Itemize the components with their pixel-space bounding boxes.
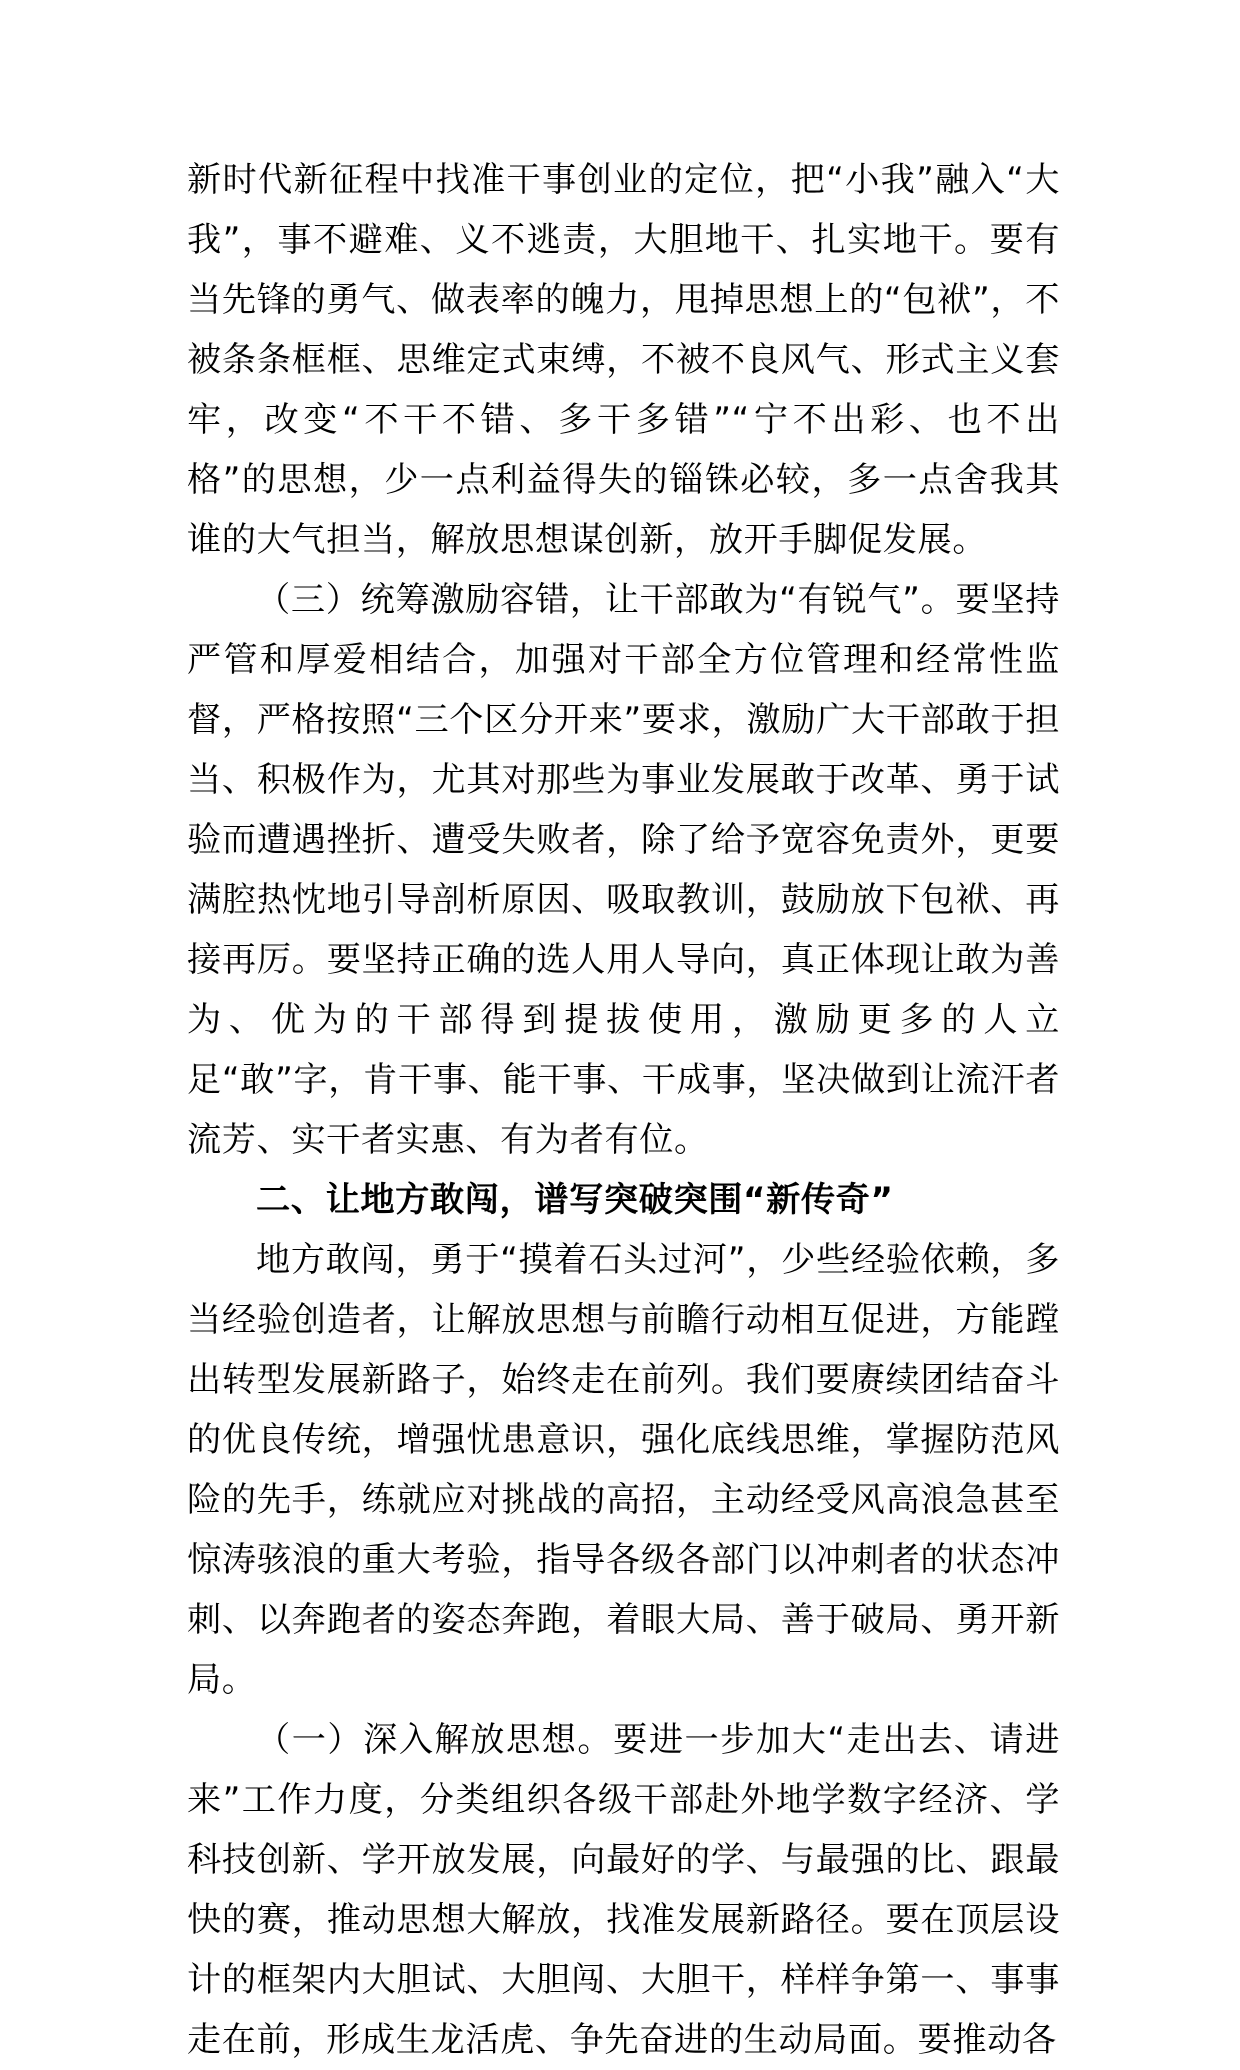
- paragraph-section-three: （三）统筹激励容错，让干部敢为“有锐气”。要坚持严管和厚爱相结合，加强对干部全方位管理和经常性监督，严格按照“三个区分开来”要求，激励广大干部敢于担当、积极作为，尤其对那些为事业发展敢于改革、勇于试验而遭遇挫折、遭受失败者，除了给予宽容免责外，更要满腔热忱地引导剖析原因、吸取教训，鼓励放下包袱、再接再厉。要坚持正确的选人用人导向，真正体现让敢为善为、优为的干部得到提拔使用，激励更多的人立足“敢”字，肯干事、能干事、干成事，坚决做到让流汗者流芳、实干者实惠、有为者有位。: [187, 580, 1060, 1160]
- paragraph-section-two-intro: 地方敢闯，勇于“摸着石头过河”，少些经验依赖，多当经验创造者，让解放思想与前瞻行动相互促进，方能蹚出转型发展新路子，始终走在前列。我们要赓续团结奋斗的优良传统，增强忧患意识，强化底线思维，掌握防范风险的先手，练就应对挑战的高招，主动经受风高浪急甚至惊涛骇浪的重大考验，指导各级各部门以冲刺者的状态冲刺、以奔跑者的姿态奔跑，着眼大局、善于破局、勇开新局。: [187, 1240, 1060, 1700]
- section-heading-two: 二、让地方敢闯，谱写突破突围“新传奇”: [256, 1180, 894, 1220]
- document-body: [187, 150, 1060, 2070]
- paragraph-subsection-one: （一）深入解放思想。要进一步加大“走出去、请进来”工作力度，分类组织各级干部赴外地学数字经济、学科技创新、学开放发展，向最好的学、与最强的比、跟最快的赛，推动思想大解放，找准发展新路径。要在顶层设计的框架内大胆试、大胆闯、大胆干，样样争第一、事事走在前，形成生龙活虎、争先奋进的生动局面。要推动各: [187, 1720, 1060, 2060]
- paragraph-continuation: 新时代新征程中找准干事创业的定位，把“小我”融入“大我”，事不避难、义不逃责，大胆地干、扎实地干。要有当先锋的勇气、做表率的魄力，甩掉思想上的“包袱”，不被条条框框、思维定式束缚，不被不良风气、形式主义套牢，改变“不干不错、多干多错”“宁不出彩、也不出格”的思想，少一点利益得失的锱铢必较，多一点舍我其谁的大气担当，解放思想谋创新，放开手脚促发展。: [187, 160, 1060, 560]
